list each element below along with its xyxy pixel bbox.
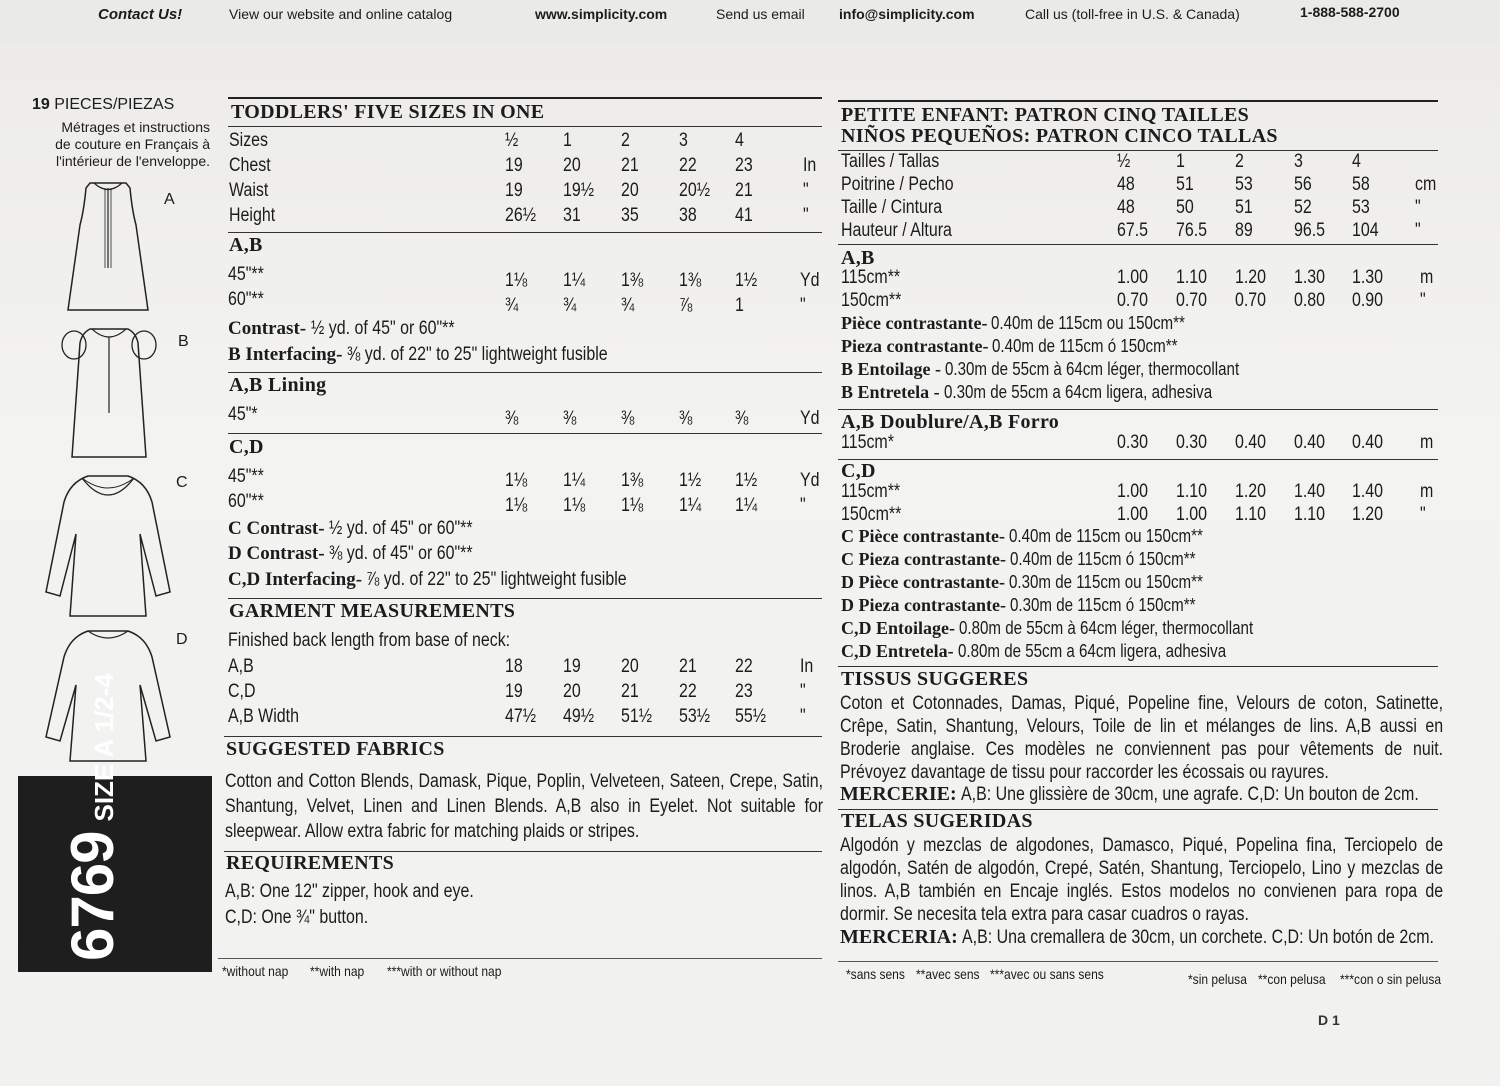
fr-tissus-title: TISSUS SUGGERES: [841, 668, 1029, 690]
es-footnote: *sin pelusa: [1188, 971, 1247, 987]
note-text: 0.30m de 55cm à 64cm léger, thermocollant: [945, 359, 1240, 379]
cell-value: 1.10: [1176, 481, 1208, 502]
cell-value: 19: [505, 681, 523, 702]
cell-value: 3: [1294, 151, 1303, 172]
cell-value: 3: [679, 130, 688, 151]
divider: [838, 409, 1438, 410]
en-lining-title: A,B Lining: [229, 374, 327, 396]
cell-unit: ": [800, 681, 806, 702]
cell-value: 22: [735, 656, 753, 677]
cell-unit: m: [1420, 267, 1434, 288]
cell-value: 1.10: [1176, 267, 1208, 288]
cell-value: 0.70: [1117, 290, 1149, 311]
cell-value: 1.00: [1117, 481, 1149, 502]
note-label: C,D Entoilage-: [841, 618, 955, 638]
fr-mercerie: [840, 783, 1500, 806]
cell-value: 1⅜: [679, 270, 702, 291]
note-text: 0.30m de 115cm ou 150cm**: [1008, 572, 1203, 592]
row-label: 115cm**: [841, 267, 901, 288]
cell-value: 1⅛: [505, 495, 528, 516]
cell-value: 1.00: [1176, 504, 1208, 525]
cell-value: 96.5: [1294, 220, 1326, 241]
es-merceria-text: A,B: Una cremallera de 30cm, un corchete. C,D: Un botón de 2cm.: [962, 927, 1435, 948]
view-c-label: C: [176, 474, 188, 491]
pieces-heading: [32, 96, 174, 114]
row-label: Hauteur / Altura: [841, 220, 952, 241]
cell-value: 1.40: [1294, 481, 1326, 502]
en-title: TODDLERS' FIVE SIZES IN ONE: [231, 101, 545, 123]
cell-value: 53: [1235, 174, 1253, 195]
cell-value: 1.10: [1294, 504, 1326, 525]
note-text: 0.80m de 55cm à 64cm léger, thermocollant: [959, 618, 1254, 638]
en-footnote: *without nap: [222, 963, 289, 979]
en-d-contrast-label: D Contrast-: [228, 543, 325, 564]
note-label: Pieza contrastante-: [841, 336, 989, 356]
cell-value: 35: [621, 205, 639, 226]
cell-value: 21: [621, 681, 639, 702]
divider: [228, 433, 822, 434]
cell-unit: In: [800, 656, 814, 677]
cell-value: 20: [621, 656, 639, 677]
cell-value: 31: [563, 205, 581, 226]
cell-value: 19½: [563, 180, 595, 201]
note-text: 0.40m de 115cm ou 150cm**: [991, 313, 1186, 333]
cell-value: 1.00: [1117, 267, 1149, 288]
fr-mercerie-text: A,B: Une glissière de 30cm, une agrafe. C,D: Un bouton de 2cm.: [961, 784, 1419, 805]
cell-value: 1: [735, 295, 744, 316]
cell-value: 47½: [505, 706, 537, 727]
cell-value: 38: [679, 205, 697, 226]
cell-value: 20: [563, 155, 581, 176]
es-footnote: ***con o sin pelusa: [1340, 971, 1442, 987]
en-ab-contrast-label: Contrast-: [228, 318, 307, 339]
cell-value: 55½: [735, 706, 767, 727]
cell-value: 23: [735, 681, 753, 702]
cell-value: 2: [1235, 151, 1244, 172]
cell-value: ¾: [621, 295, 635, 316]
note-line: [841, 595, 1231, 616]
divider: [838, 666, 1438, 667]
en-ab-title: A,B: [229, 234, 263, 256]
fr-footnote: ***avec ou sans sens: [990, 966, 1104, 982]
row-label: 45"*: [228, 404, 258, 425]
note-text: 0.80m de 55cm a 64cm ligera, adhesiva: [957, 641, 1226, 661]
contact-email-text: Send us email: [716, 6, 805, 22]
row-label: 115cm**: [841, 481, 901, 502]
cell-value: 21: [735, 180, 753, 201]
row-label: 60"**: [228, 491, 264, 512]
contact-phone: 1-888-588-2700: [1300, 4, 1400, 20]
cell-value: 1⅛: [505, 470, 528, 491]
note-line: [841, 359, 1295, 380]
contact-email-link[interactable]: info@simplicity.com: [839, 6, 975, 22]
cell-value: 0.40: [1235, 432, 1267, 453]
pattern-size: SIZE A 1/2-4: [89, 673, 119, 822]
cell-value: 1.20: [1235, 481, 1267, 502]
fr-footnote: *sans sens: [846, 966, 905, 982]
note-text: 0.40m de 115cm ou 150cm**: [1008, 526, 1203, 546]
cell-value: 1⅛: [563, 495, 586, 516]
cell-unit: ": [803, 180, 809, 201]
cell-value: 20: [621, 180, 639, 201]
cell-value: ⅜: [563, 408, 577, 429]
en-cd-interfacing-text: ⅞ yd. of 22" to 25" lightweight fusible: [366, 569, 628, 590]
cell-value: 1.40: [1352, 481, 1384, 502]
cell-value: 1½: [735, 270, 758, 291]
en-req-line: A,B: One 12" zipper, hook and eye.: [225, 881, 474, 902]
cell-unit: Yd: [800, 470, 820, 491]
en-cd-interfacing-label: C,D Interfacing-: [228, 569, 363, 590]
cell-value: 0.70: [1176, 290, 1208, 311]
fr-tissus-text: Coton et Cotonnades, Damas, Piqué, Popeline fine, Velours de coton, Satinette, Crêpe, Satin, Shantung, Velours, Toile de lin et mélanges de lins. A,B aussi en Broderie anglaise. Ces modèles ne conviennent pas pour vêtements de nuit. Prévoyez davantage de tissu pour raccorder les écossais ou rayures.: [840, 693, 1444, 783]
fr-footnote: **avec sens: [916, 966, 980, 982]
note-label: D Pièce contrastante-: [841, 572, 1005, 592]
cell-value: 22: [679, 681, 697, 702]
row-label: 60"**: [228, 289, 264, 310]
note-text: 0.30m de 115cm ó 150cm**: [1009, 595, 1196, 615]
pieces-french-line: de couture en Français à: [55, 136, 210, 152]
cell-value: 0.80: [1294, 290, 1326, 311]
cell-value: 49½: [563, 706, 595, 727]
cell-value: 48: [1117, 174, 1135, 195]
en-cd-interfacing: [228, 569, 677, 591]
cell-value: ⅞: [679, 295, 693, 316]
divider: [228, 598, 822, 599]
cell-value: 1.20: [1235, 267, 1267, 288]
divider: [228, 126, 822, 127]
divider: [838, 459, 1438, 460]
row-label: Poitrine / Pecho: [841, 174, 954, 195]
cell-value: 1.30: [1294, 267, 1326, 288]
cell-value: 4: [735, 130, 744, 151]
cell-value: 21: [621, 155, 639, 176]
view-b-drawing: [56, 323, 162, 465]
divider: [838, 100, 1438, 102]
cell-value: 0.30: [1117, 432, 1149, 453]
cell-value: ½: [505, 130, 519, 151]
note-text: 0.40m de 115cm ó 150cm**: [992, 336, 1178, 356]
row-label: Sizes: [229, 130, 269, 151]
cell-value: 1.10: [1235, 504, 1267, 525]
cell-value: 1.00: [1117, 504, 1149, 525]
cell-value: 50: [1176, 197, 1194, 218]
en-req-title: REQUIREMENTS: [226, 852, 395, 874]
row-label: Height: [229, 205, 276, 226]
cell-value: 19: [505, 155, 523, 176]
note-text: 0.30m de 55cm a 64cm ligera, adhesiva: [943, 382, 1212, 402]
en-garment-title: GARMENT MEASUREMENTS: [229, 600, 516, 622]
note-line: [841, 526, 1240, 547]
pieces-french-line: l'intérieur de l'enveloppe.: [56, 153, 210, 169]
en-fabrics-title: SUGGESTED FABRICS: [226, 738, 445, 760]
en-c-contrast-label: C Contrast-: [228, 518, 325, 539]
cell-unit: m: [1420, 481, 1434, 502]
contact-label: Contact Us!: [98, 6, 183, 23]
cell-unit: m: [1420, 432, 1434, 453]
divider: [228, 372, 822, 373]
cell-value: 53: [1352, 197, 1370, 218]
cell-value: 1⅛: [505, 270, 528, 291]
cell-unit: cm: [1415, 174, 1437, 195]
en-b-interfacing-label: B Interfacing-: [228, 344, 343, 365]
row-label: 45"**: [228, 466, 264, 487]
cell-value: ¾: [505, 295, 519, 316]
row-label: C,D: [228, 681, 256, 702]
contact-bar: [0, 0, 1500, 42]
note-line: [841, 382, 1263, 403]
cell-value: ⅜: [679, 408, 693, 429]
note-label: D Pieza contrastante-: [841, 595, 1006, 615]
cell-value: 0.40: [1294, 432, 1326, 453]
es-merceria: [840, 926, 1500, 949]
cell-value: 19: [505, 180, 523, 201]
cell-value: ¾: [563, 295, 577, 316]
cell-unit: ": [800, 295, 806, 316]
note-line: [841, 313, 1222, 334]
cell-value: 52: [1294, 197, 1312, 218]
cell-value: 41: [735, 205, 753, 226]
es-merceria-label: MERCERIA:: [840, 926, 958, 948]
cell-value: 89: [1235, 220, 1253, 241]
view-d-label: D: [176, 631, 188, 648]
cell-value: 51½: [621, 706, 653, 727]
cell-unit: ": [800, 495, 806, 516]
fr-mercerie-label: MERCERIE:: [840, 783, 957, 805]
divider: [838, 961, 1438, 962]
cell-value: 1.30: [1352, 267, 1384, 288]
note-label: B Entretela -: [841, 382, 940, 402]
page-mark: D 1: [1318, 1012, 1340, 1028]
pieces-french-line: Métrages et instructions: [61, 119, 210, 135]
fr-lining-title: A,B Doublure/A,B Forro: [841, 411, 1060, 433]
cell-value: 56: [1294, 174, 1312, 195]
row-label: Waist: [229, 180, 269, 201]
note-line: [841, 641, 1277, 662]
note-line: [841, 549, 1231, 570]
en-ab-contrast-text: ½ yd. of 45" or 60"**: [310, 318, 455, 339]
row-label: Chest: [229, 155, 271, 176]
cell-unit: ": [1420, 504, 1426, 525]
cell-value: 58: [1352, 174, 1370, 195]
es-telas-text: Algodón y mezclas de algodones, Damasco, Piqué, Popelina fina, Terciopelo de algodón, Satén de algodón, Crepé, Satén, Shantung, Terciopelo, Lino y mezclas de linos. A,B también en Encaje inglés. Estos modelos no convienen para ropa de dormir. Se necesita tela extra para casar cuadros o rayas.: [840, 835, 1444, 925]
note-label: C Pièce contrastante-: [841, 526, 1005, 546]
row-label: Taille / Cintura: [841, 197, 943, 218]
cell-value: 2: [621, 130, 630, 151]
es-title: NIÑOS PEQUEÑOS: PATRON CINCO TALLAS: [841, 125, 1278, 147]
en-garment-subtitle: Finished back length from base of neck:: [228, 630, 511, 651]
pattern-number-box: [18, 673, 212, 972]
cell-value: ⅜: [621, 408, 635, 429]
note-line: [841, 336, 1213, 357]
note-text: 0.40m de 115cm ó 150cm**: [1009, 549, 1196, 569]
note-label: B Entoilage -: [841, 359, 942, 379]
row-label: A,B Width: [228, 706, 299, 727]
cell-value: 67.5: [1117, 220, 1149, 241]
es-footnote: **con pelusa: [1258, 971, 1326, 987]
divider: [228, 232, 822, 233]
row-label: 45"**: [228, 264, 264, 285]
es-telas-title: TELAS SUGERIDAS: [841, 810, 1033, 832]
view-c-drawing: [42, 472, 174, 622]
cell-unit: ": [1420, 290, 1426, 311]
cell-value: 1½: [679, 470, 702, 491]
en-cd-title: C,D: [229, 436, 264, 458]
en-c-contrast-text: ½ yd. of 45" or 60"**: [329, 518, 473, 539]
cell-value: 51: [1235, 197, 1253, 218]
row-label: 150cm**: [841, 504, 902, 525]
divider: [838, 244, 1438, 245]
pattern-number: 6769: [59, 831, 126, 961]
cell-value: 1⅛: [621, 495, 644, 516]
note-line: [841, 618, 1309, 639]
en-fabrics-text: Cotton and Cotton Blends, Damask, Pique, Poplin, Velveteen, Sateen, Crepe, Satin, Shantung, Velvet, Linen and Linen Blends. A,B also in Eyelet. Not suitable for sleepwear. Allow extra fabric for matching plaids or stripes.: [225, 771, 824, 842]
row-label: A,B: [228, 656, 254, 677]
pieces-count: 19: [32, 96, 50, 113]
cell-unit: In: [803, 155, 817, 176]
cell-value: 1: [1176, 151, 1185, 172]
divider: [218, 958, 822, 959]
cell-unit: ": [803, 205, 809, 226]
cell-value: 104: [1352, 220, 1379, 241]
cell-value: 26½: [505, 205, 537, 226]
cell-value: 51: [1176, 174, 1194, 195]
fr-ab-title: A,B: [841, 247, 875, 269]
cell-value: 22: [679, 155, 697, 176]
cell-value: 1¼: [679, 495, 702, 516]
cell-value: 1⅜: [621, 470, 644, 491]
cell-value: 0.70: [1235, 290, 1267, 311]
cell-unit: ": [800, 706, 806, 727]
divider: [224, 736, 822, 737]
cell-value: 23: [735, 155, 753, 176]
cell-value: 0.40: [1352, 432, 1384, 453]
en-d-contrast-text: ⅜ yd. of 45" or 60"**: [329, 543, 473, 564]
cell-value: 76.5: [1176, 220, 1208, 241]
pieces-label: PIECES/PIEZAS: [54, 96, 175, 113]
cell-unit: Yd: [800, 408, 820, 429]
note-line: [841, 572, 1240, 593]
fr-cd-title: C,D: [841, 460, 876, 482]
en-footnote: **with nap: [310, 963, 365, 979]
en-req-line: C,D: One ¾" button.: [225, 907, 369, 928]
en-b-interfacing: [228, 344, 657, 366]
row-label: 115cm*: [841, 432, 894, 453]
en-c-contrast: [228, 518, 500, 540]
cell-unit: ": [1415, 197, 1421, 218]
cell-value: ⅜: [735, 408, 749, 429]
contact-website-text: View our website and online catalog: [229, 6, 453, 22]
cell-value: 20½: [679, 180, 711, 201]
note-label: C,D Entretela-: [841, 641, 954, 661]
note-label: C Pieza contrastante-: [841, 549, 1006, 569]
cell-value: ⅜: [505, 408, 519, 429]
cell-value: 18: [505, 656, 523, 677]
cell-value: ½: [1117, 151, 1131, 172]
view-a-drawing: [58, 180, 158, 316]
note-label: Pièce contrastante-: [841, 313, 988, 333]
cell-value: 20: [563, 681, 581, 702]
cell-unit: Yd: [800, 270, 820, 291]
cell-value: 1: [563, 130, 572, 151]
cell-unit: ": [1415, 220, 1421, 241]
contact-phone-text: Call us (toll-free in U.S. & Canada): [1025, 6, 1240, 22]
cell-value: 1¼: [563, 270, 586, 291]
cell-value: 0.30: [1176, 432, 1208, 453]
en-ab-contrast: [228, 318, 481, 340]
view-a-label: A: [164, 191, 175, 208]
cell-value: 19: [563, 656, 581, 677]
contact-website-link[interactable]: www.simplicity.com: [535, 6, 668, 22]
cell-value: 0.90: [1352, 290, 1384, 311]
row-label: 150cm**: [841, 290, 902, 311]
en-footnote: ***with or without nap: [387, 963, 502, 979]
divider: [228, 97, 822, 99]
cell-value: 1.20: [1352, 504, 1384, 525]
cell-value: 4: [1352, 151, 1361, 172]
fr-title: PETITE ENFANT: PATRON CINQ TAILLES: [841, 104, 1250, 126]
en-b-interfacing-text: ⅜ yd. of 22" to 25" lightweight fusible: [346, 344, 608, 365]
cell-value: 1¼: [563, 470, 586, 491]
pieces-french-note: [32, 119, 210, 170]
cell-value: 53½: [679, 706, 711, 727]
cell-value: 21: [679, 656, 697, 677]
view-b-label: B: [178, 333, 189, 350]
cell-value: 48: [1117, 197, 1135, 218]
en-d-contrast: [228, 543, 500, 565]
cell-value: 1¼: [735, 495, 758, 516]
cell-value: 1⅜: [621, 270, 644, 291]
cell-value: 1½: [735, 470, 758, 491]
row-label: Tailles / Tallas: [841, 151, 940, 172]
